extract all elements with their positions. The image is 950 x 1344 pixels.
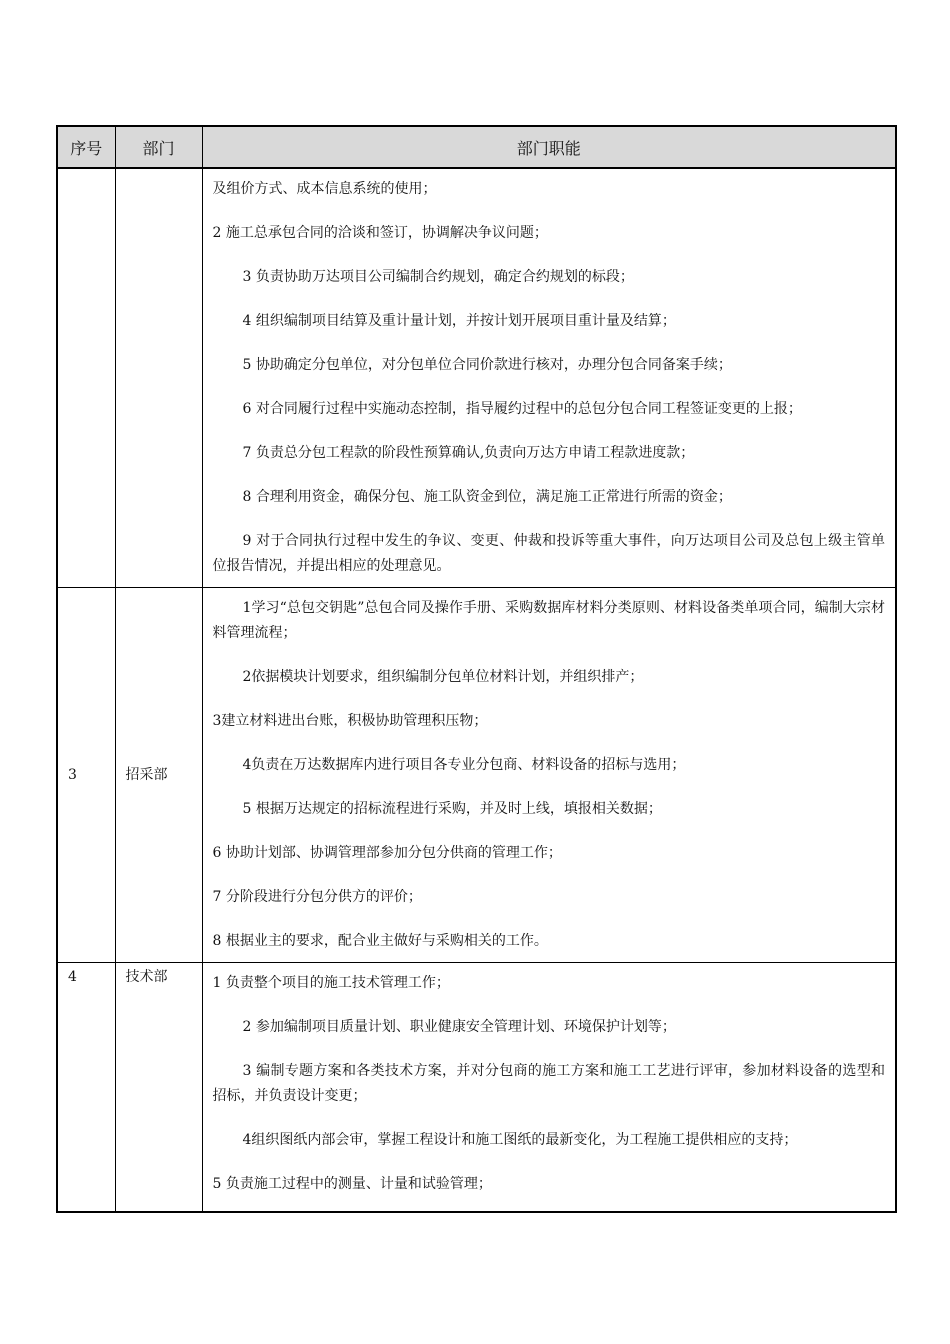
function-item: 4 组织编制项目结算及重计量计划，并按计划开展项目重计量及结算； [242,313,676,329]
header-func: 部门职能 [202,126,896,168]
function-item: 2依据模块计划要求，组织编制分包单位材料计划，并组织排产； [242,669,644,685]
row-no [57,168,115,588]
function-item: 9 对于合同执行过程中发生的争议、变更、仲裁和投诉等重大事件，向万达项目公司及总包上级主管单位报告情况，并提出相应的处理意见。 [212,533,885,574]
row-dept: 技术部 [115,963,202,1213]
function-item: 6 对合同履行过程中实施动态控制，指导履约过程中的总包分包合同工程签证变更的上报； [242,401,802,417]
table-row [57,168,896,588]
row-no: 4 [57,963,115,1213]
function-item: 2 施工总承包合同的洽谈和签订，协调解决争议问题； [212,225,548,241]
function-item: 8 根据业主的要求，配合业主做好与采购相关的工作。 [212,933,548,949]
function-item: 及组价方式、成本信息系统的使用； [212,181,437,197]
table-row [57,963,896,1213]
row-dept [115,168,202,588]
function-item: 1 负责整个项目的施工技术管理工作； [212,975,450,991]
function-item: 4组织图纸内部会审，掌握工程设计和施工图纸的最新变化，为工程施工提供相应的支持； [242,1132,798,1148]
table-header-row [57,126,896,168]
function-item: 1学习“总包交钥匙”总包合同及操作手册、采购数据库材料分类原则、材料设备类单项合同，编制大宗材料管理流程； [212,600,885,641]
function-item: 2 参加编制项目质量计划、职业健康安全管理计划、环境保护计划等； [242,1019,676,1035]
department-duty-table [56,125,897,1213]
function-item: 5 负责施工过程中的测量、计量和试验管理； [212,1176,492,1192]
function-item: 7 负责总分包工程款的阶段性预算确认,负责向万达方申请工程款进度款； [242,445,695,461]
header-no: 序号 [57,126,115,168]
function-item: 5 根据万达规定的招标流程进行采购，并及时上线，填报相关数据； [242,801,662,817]
function-item: 4负责在万达数据库内进行项目各专业分包商、材料设备的招标与选用； [242,757,686,773]
row-no: 3 [57,588,115,963]
function-item: 8 合理利用资金，确保分包、施工队资金到位，满足施工正常进行所需的资金； [242,489,732,505]
function-item: 6 协助计划部、协调管理部参加分包分供商的管理工作； [212,845,562,861]
function-item: 3 负责协助万达项目公司编制合约规划，确定合约规划的标段； [242,269,634,285]
row-functions [202,588,896,963]
function-item: 3建立材料进出台账，积极协助管理积压物； [212,713,488,729]
row-functions [202,963,896,1213]
function-item: 5 协助确定分包单位，对分包单位合同价款进行核对，办理分包合同备案手续； [242,357,732,373]
row-dept: 招采部 [115,588,202,963]
header-dept: 部门 [115,126,202,168]
function-item: 3 编制专题方案和各类技术方案，并对分包商的施工方案和施工工艺进行评审，参加材料设备的选型和招标，并负责设计变更； [212,1063,885,1104]
row-functions [202,168,896,588]
function-item: 7 分阶段进行分包分供方的评价； [212,889,422,905]
table-row [57,588,896,963]
